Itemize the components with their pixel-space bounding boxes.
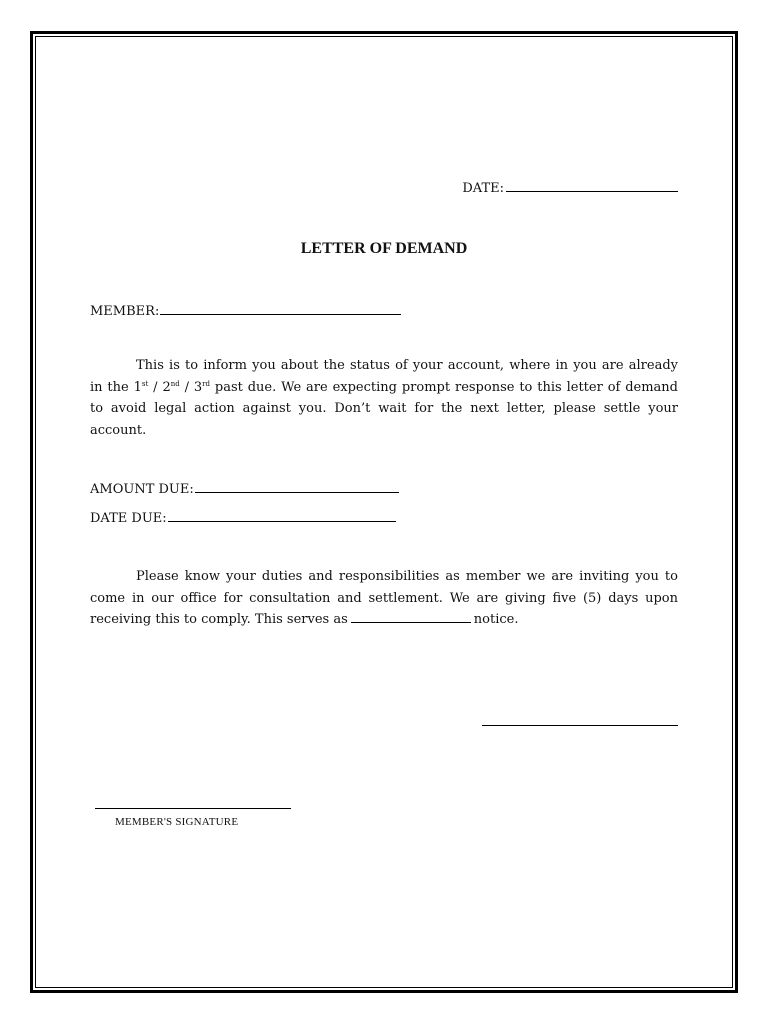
date-field	[462, 179, 678, 196]
paragraph2-text-b: notice.	[473, 612, 519, 627]
letter-title: LETTER OF DEMAND	[300, 240, 468, 257]
ordinal-2nd: nd	[170, 379, 180, 388]
amount-due-field	[90, 480, 399, 497]
member-signature-label: MEMBER'S SIGNATURE	[115, 816, 239, 828]
member-blank-line[interactable]	[160, 302, 401, 315]
member-signature-line[interactable]	[95, 808, 291, 809]
date-due-label: DATE DUE:	[90, 511, 167, 526]
amount-due-label: AMOUNT DUE:	[90, 482, 194, 497]
paragraph1-text-c: / 3	[179, 379, 203, 395]
notice-type-blank-line[interactable]	[351, 612, 471, 623]
date-due-blank-line[interactable]	[168, 509, 396, 522]
date-label: DATE:	[462, 181, 504, 196]
ordinal-3rd: rd	[202, 379, 210, 388]
member-label: MEMBER:	[90, 304, 160, 319]
date-blank-line[interactable]	[506, 179, 678, 192]
paragraph-account-status	[90, 355, 678, 441]
paragraph1-text-a: This is to inform you about the status of your account, where in you are already in the 1	[90, 358, 678, 395]
paragraph2-text-a: Please know your duties and responsibilities as member we are inviting you to come in our office for consultation and settlement. We are giving five (5) days upon receiving this to comply. This serves as	[90, 569, 678, 627]
amount-due-blank-line[interactable]	[195, 480, 399, 493]
paragraph-consultation	[90, 566, 678, 631]
date-due-field	[90, 509, 396, 526]
ordinal-1st: st	[141, 379, 149, 388]
authorized-signature-line[interactable]	[482, 725, 678, 726]
paragraph1-text-d: past due. We are expecting prompt response to this letter of demand to avoid legal action against you. Don’t wait for the next letter, please settle your account.	[90, 379, 679, 438]
member-field	[90, 302, 401, 319]
paragraph1-text-b: / 2	[148, 379, 171, 395]
